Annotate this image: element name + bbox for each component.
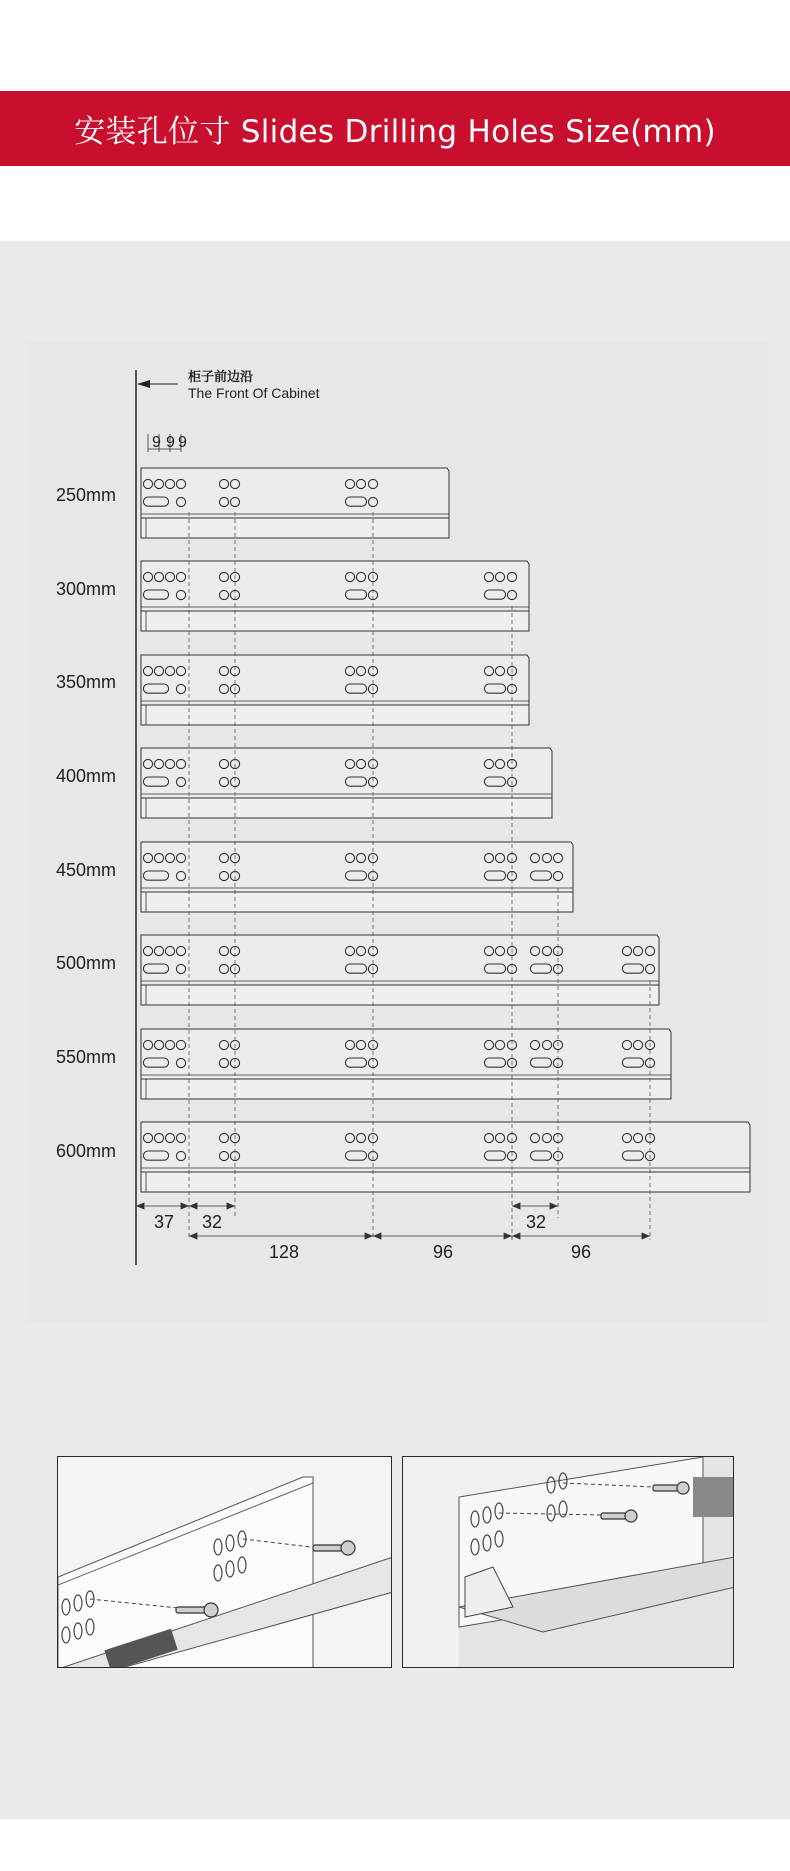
page-title: 安装孔位寸 Slides Drilling Holes Size(mm)	[74, 114, 716, 150]
slide-profile	[141, 655, 529, 725]
slides-layer	[141, 468, 750, 1192]
slide-size-label: 350mm	[56, 672, 117, 692]
top-dim-label: 9	[166, 434, 175, 451]
front-label-en: The Front Of Cabinet	[188, 385, 320, 401]
slide-profile	[141, 561, 529, 631]
front-label-cn: 柜子前边沿	[188, 370, 254, 385]
slide-size-label: 450mm	[56, 860, 117, 880]
slide-size-label: 300mm	[56, 579, 117, 599]
slide-size-label: 550mm	[56, 1047, 117, 1067]
screw-install-illustration	[403, 1457, 734, 1668]
slide-size-label: 400mm	[56, 766, 117, 786]
slide-size-label: 500mm	[56, 953, 117, 973]
front-arrow-head	[137, 380, 150, 388]
dim-label: 128	[269, 1242, 300, 1262]
slide-profile	[141, 935, 659, 1005]
dim-label: 32	[202, 1212, 223, 1232]
dim-label: 96	[571, 1242, 592, 1262]
top-dim-label: 9	[178, 434, 187, 451]
dim-label: 96	[433, 1242, 454, 1262]
dim-label: 32	[526, 1212, 547, 1232]
slide-profile	[141, 468, 449, 538]
slide-profile	[141, 1122, 750, 1192]
install-photo-cabinet-mount	[402, 1456, 734, 1668]
top-dim-label: 9	[152, 434, 161, 451]
screw-install-illustration	[58, 1457, 392, 1668]
slide-profile	[141, 1029, 671, 1099]
install-photo-side-mount	[57, 1456, 392, 1668]
dim-label: 37	[154, 1212, 175, 1232]
slide-profile	[141, 748, 552, 818]
slide-size-label: 250mm	[56, 485, 117, 505]
slide-size-label: 600mm	[56, 1141, 117, 1161]
slide-profile	[141, 842, 573, 912]
